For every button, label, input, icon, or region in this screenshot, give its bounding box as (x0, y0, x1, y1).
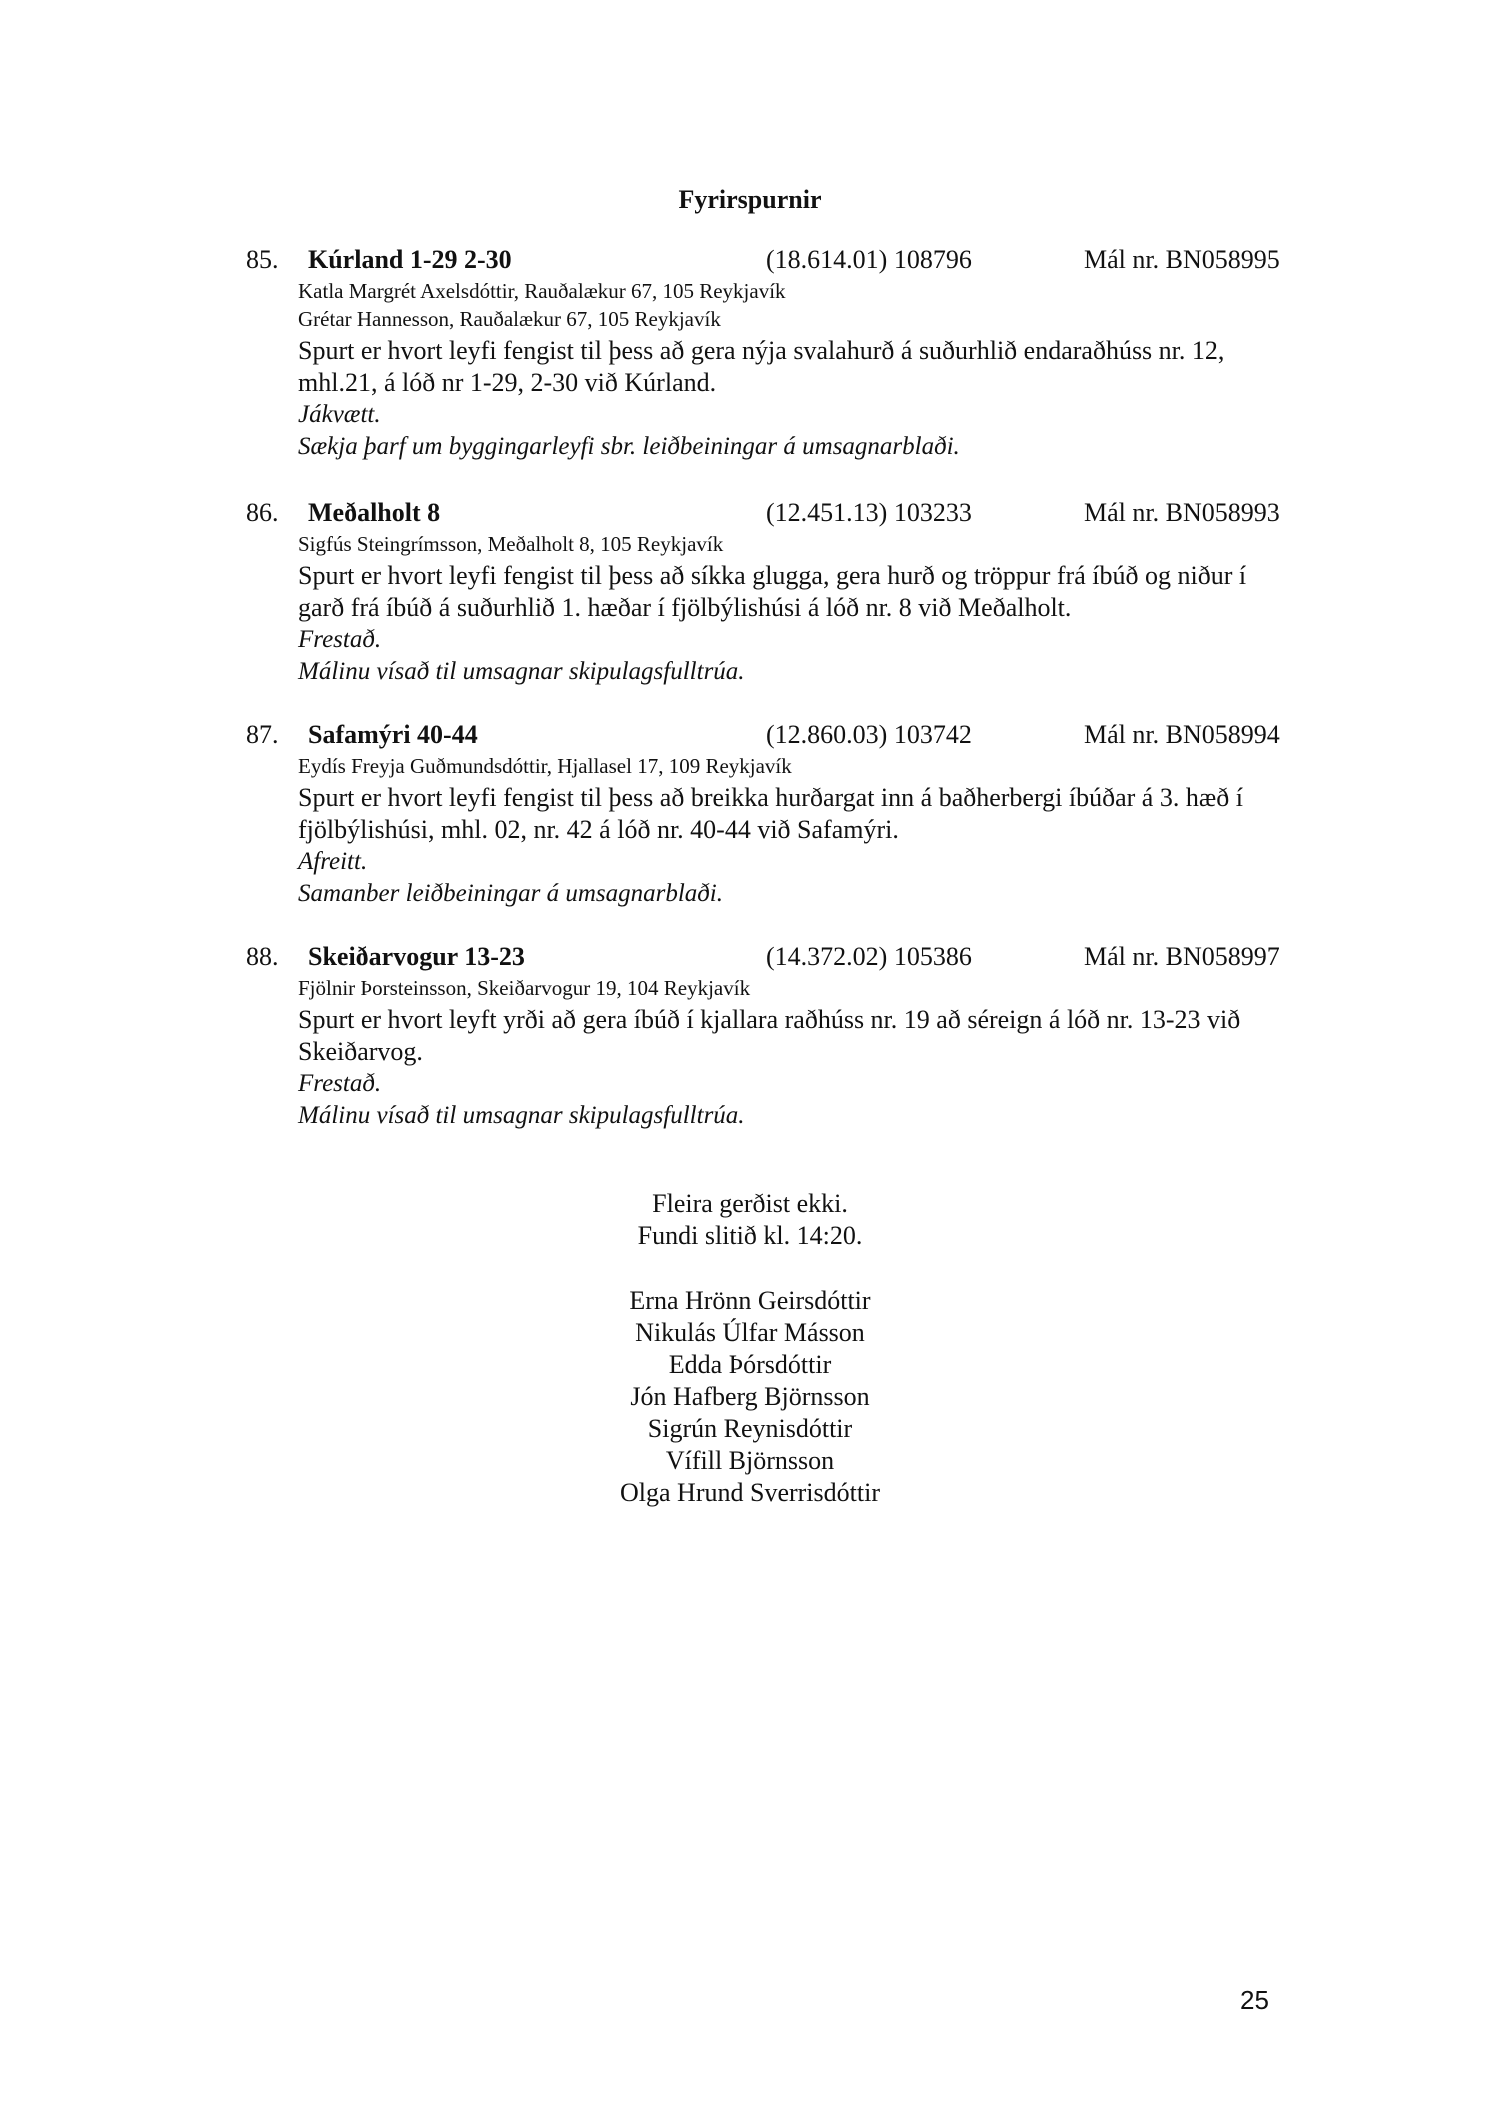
case-header (246, 243, 1296, 277)
case-file-number: Mál nr. BN058993 (1084, 498, 1280, 527)
applicant: Katla Margrét Axelsdóttir, Rauðalækur 67, 105 Reykjavík (298, 279, 786, 303)
applicant: Sigfús Steingrímsson, Meðalholt 8, 105 Reykjavík (298, 532, 724, 556)
meeting-closing (0, 1188, 1500, 1252)
case-file-number: Mál nr. BN058997 (1084, 942, 1280, 971)
case-status: Frestað. (298, 1070, 382, 1097)
case-number: 87. (246, 720, 279, 749)
case-title: Kúrland 1-29 2-30 (308, 245, 512, 274)
case-reference: (18.614.01) 108796 (766, 245, 972, 274)
applicant: Eydís Freyja Guðmundsdóttir, Hjallasel 17, 109 Reykjavík (298, 754, 792, 778)
signatory-list (0, 1285, 1500, 1509)
case-title: Safamýri 40-44 (308, 720, 478, 749)
case-header (246, 718, 1296, 752)
signatory-name: Sigrún Reynisdóttir (647, 1414, 853, 1443)
case-number: 86. (246, 498, 279, 527)
signatory-name: Vífill Björnsson (665, 1446, 835, 1475)
case-note: Samanber leiðbeiningar á umsagnarblaði. (298, 880, 723, 907)
signatory-name: Olga Hrund Sverrisdóttir (620, 1478, 880, 1507)
case-file-number: Mál nr. BN058994 (1084, 720, 1280, 749)
case-header (246, 496, 1296, 530)
case-reference: (12.860.03) 103742 (766, 720, 972, 749)
page-number: 25 (1240, 1985, 1269, 2015)
case-status: Jákvætt. (298, 401, 381, 428)
case-note: Málinu vísað til umsagnar skipulagsfulltrúa. (298, 1102, 745, 1129)
case-entry (246, 496, 1296, 688)
signatory-name: Jón Hafberg Björnsson (630, 1382, 870, 1411)
case-title: Meðalholt 8 (308, 498, 441, 527)
case-status: Frestað. (298, 626, 382, 653)
applicant: Grétar Hannesson, Rauðalækur 67, 105 Reykjavík (298, 307, 721, 331)
case-file-number: Mál nr. BN058995 (1084, 245, 1280, 274)
case-title: Skeiðarvogur 13-23 (308, 942, 525, 971)
case-description: Spurt er hvort leyft yrði að gera íbúð í kjallara raðhúss nr. 19 að séreign á lóð nr. 13-23 við Skeiðarvog. (298, 1005, 1241, 1066)
case-entry (246, 718, 1296, 910)
section-heading: Fyrirspurnir (678, 185, 822, 214)
case-description: Spurt er hvort leyfi fengist til þess að breikka hurðargat inn á baðherbergi íbúðar á 3. hæð í fjölbýlishúsi, mhl. 02, nr. 42 á lóð nr. 40-44 við Safamýri. (298, 783, 1243, 844)
closing-line: Fleira gerðist ekki. (652, 1189, 848, 1218)
case-note: Sækja þarf um byggingarleyfi sbr. leiðbeiningar á umsagnarblaði. (298, 433, 960, 460)
applicant: Fjölnir Þorsteinsson, Skeiðarvogur 19, 104 Reykjavík (298, 976, 751, 1000)
case-note: Málinu vísað til umsagnar skipulagsfulltrúa. (298, 658, 745, 685)
case-number: 88. (246, 942, 279, 971)
signatory-name: Edda Þórsdóttir (668, 1350, 832, 1379)
signatory-name: Nikulás Úlfar Másson (635, 1318, 865, 1347)
closing-line: Fundi slitið kl. 14:20. (637, 1221, 863, 1250)
case-header (246, 940, 1296, 974)
case-status: Afreitt. (298, 848, 368, 875)
case-reference: (14.372.02) 105386 (766, 942, 972, 971)
case-description: Spurt er hvort leyfi fengist til þess að gera nýja svalahurð á suðurhlið endaraðhúss nr. 12, mhl.21, á lóð nr 1-29, 2-30 við Kúrland. (298, 336, 1225, 397)
case-entry (246, 940, 1296, 1132)
case-reference: (12.451.13) 103233 (766, 498, 972, 527)
case-number: 85. (246, 245, 279, 274)
signatory-name: Erna Hrönn Geirsdóttir (629, 1286, 871, 1315)
case-description: Spurt er hvort leyfi fengist til þess að síkka glugga, gera hurð og tröppur frá íbúð og niður í garð frá íbúð á suðurhlið 1. hæðar í fjölbýlishúsi á lóð nr. 8 við Meðalholt. (298, 561, 1247, 622)
case-entry (246, 243, 1296, 463)
